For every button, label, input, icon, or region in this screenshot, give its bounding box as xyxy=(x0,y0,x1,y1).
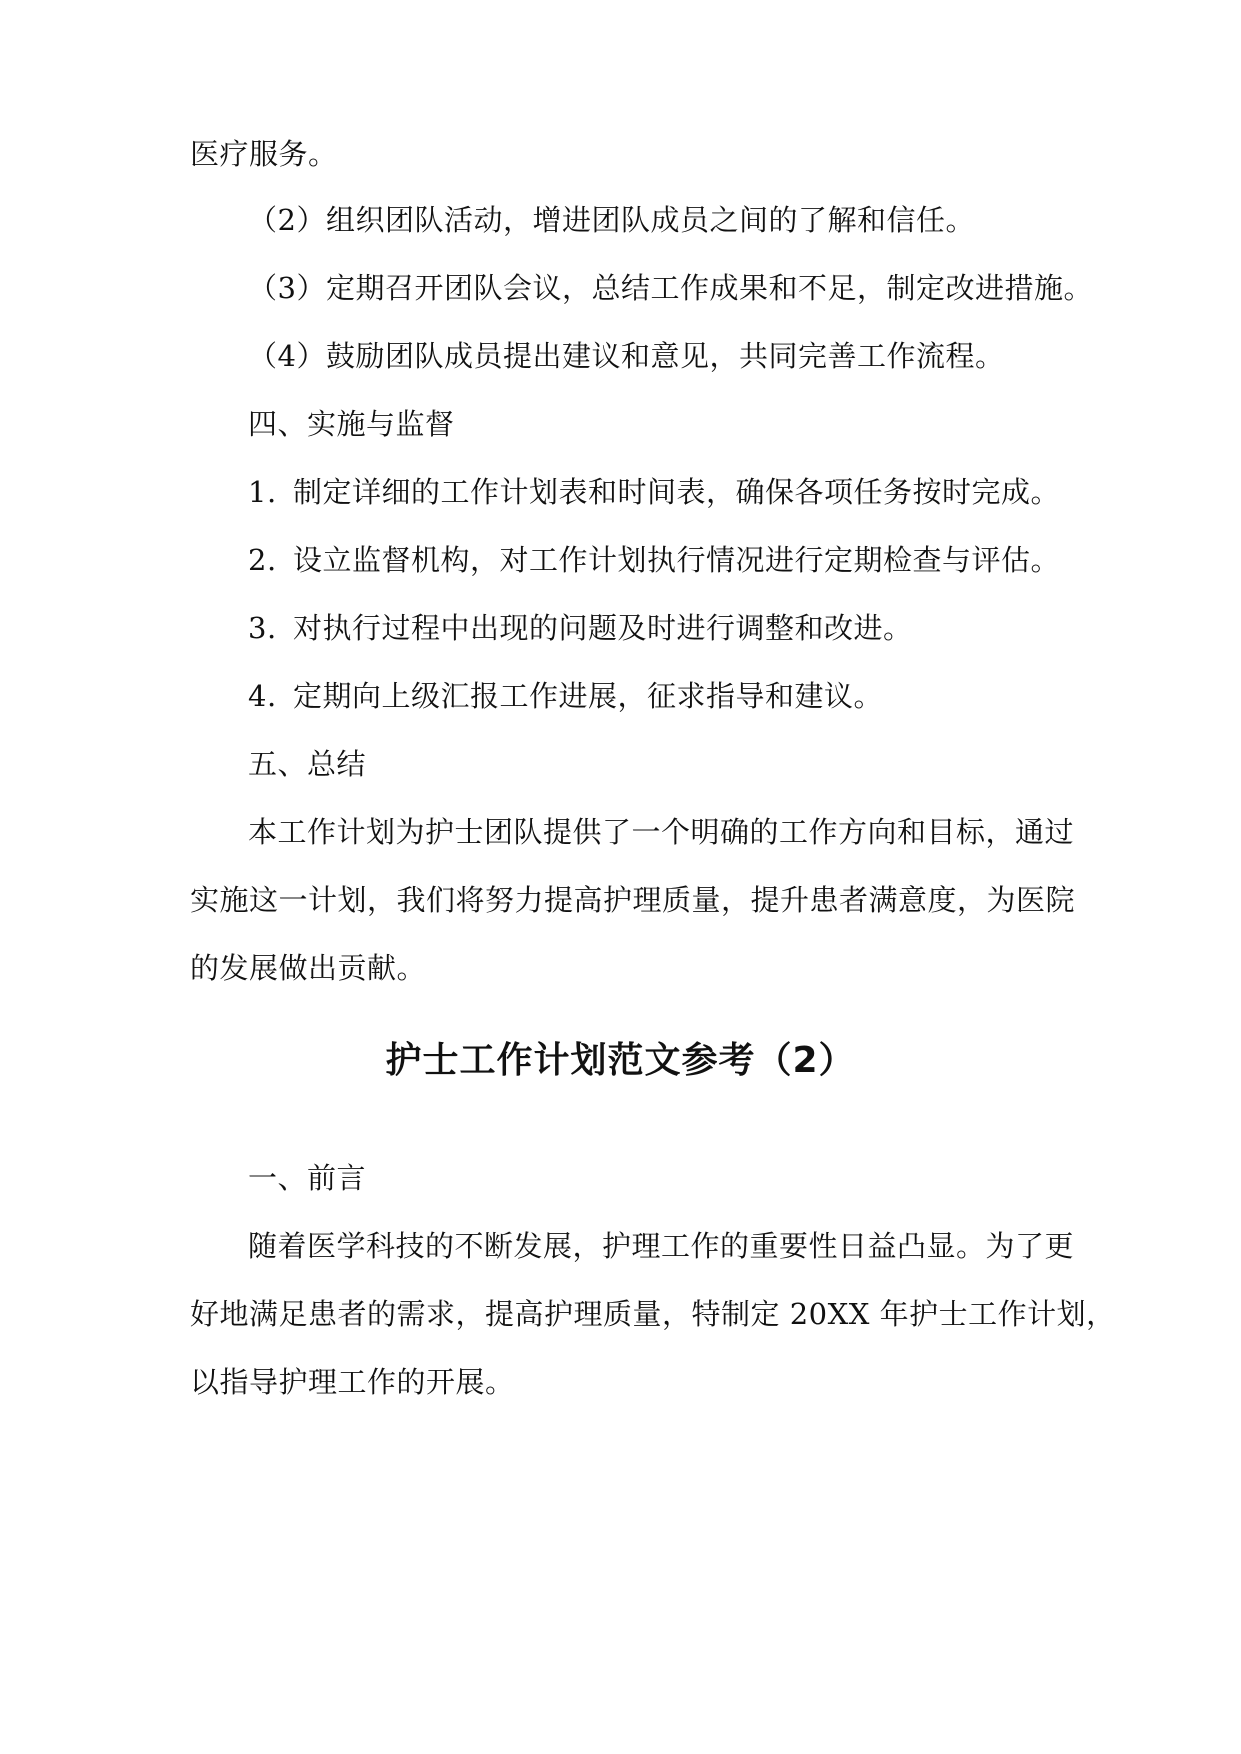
list-text: 制定详细的工作计划表和时间表，确保各项任务按时完成。 xyxy=(293,475,1061,509)
intro-line-1: 随着医学科技的不断发展，护理工作的重要性日益凸显。为了更 xyxy=(248,1229,1075,1263)
summary-line-2: 实施这一计划，我们将努力提高护理质量，提升患者满意度，为医院 xyxy=(190,883,1076,917)
list-item-2 xyxy=(0,540,1241,580)
summary-line-1: 本工作计划为护士团队提供了一个明确的工作方向和目标，通过 xyxy=(248,815,1075,849)
intro-line-2: 好地满足患者的需求，提高护理质量，特制定 20XX 年护士工作计划， xyxy=(190,1297,1116,1331)
list-number: 3. xyxy=(248,611,277,645)
list-text: 定期向上级汇报工作进展，征求指导和建议。 xyxy=(293,679,884,713)
list-number: 2. xyxy=(248,543,277,577)
document-title-2: 护士工作计划范文参考（2） xyxy=(385,1040,856,1081)
list-item-1 xyxy=(0,472,1241,512)
list-text: 设立监督机构，对工作计划执行情况进行定期检查与评估。 xyxy=(293,543,1061,577)
intro-line-3: 以指导护理工作的开展。 xyxy=(190,1365,515,1399)
list-text: 对执行过程中出现的问题及时进行调整和改进。 xyxy=(293,611,913,645)
summary-line-3: 的发展做出贡献。 xyxy=(190,951,427,985)
list-number: 4. xyxy=(248,679,277,713)
list-item-3 xyxy=(0,608,1241,648)
team-item-4: （4）鼓励团队成员提出建议和意见，共同完善工作流程。 xyxy=(248,339,1005,373)
section-heading-1: 一、前言 xyxy=(248,1161,367,1195)
team-item-2: （2）组织团队活动，增进团队成员之间的了解和信任。 xyxy=(248,203,975,237)
section-heading-4: 四、实施与监督 xyxy=(248,407,455,441)
team-item-3: （3）定期召开团队会议，总结工作成果和不足，制定改进措施。 xyxy=(248,271,1093,305)
paragraph-continuation: 医疗服务。 xyxy=(190,137,338,171)
list-item-4 xyxy=(0,676,1241,716)
list-number: 1. xyxy=(248,475,277,509)
section-heading-5: 五、总结 xyxy=(248,747,367,781)
